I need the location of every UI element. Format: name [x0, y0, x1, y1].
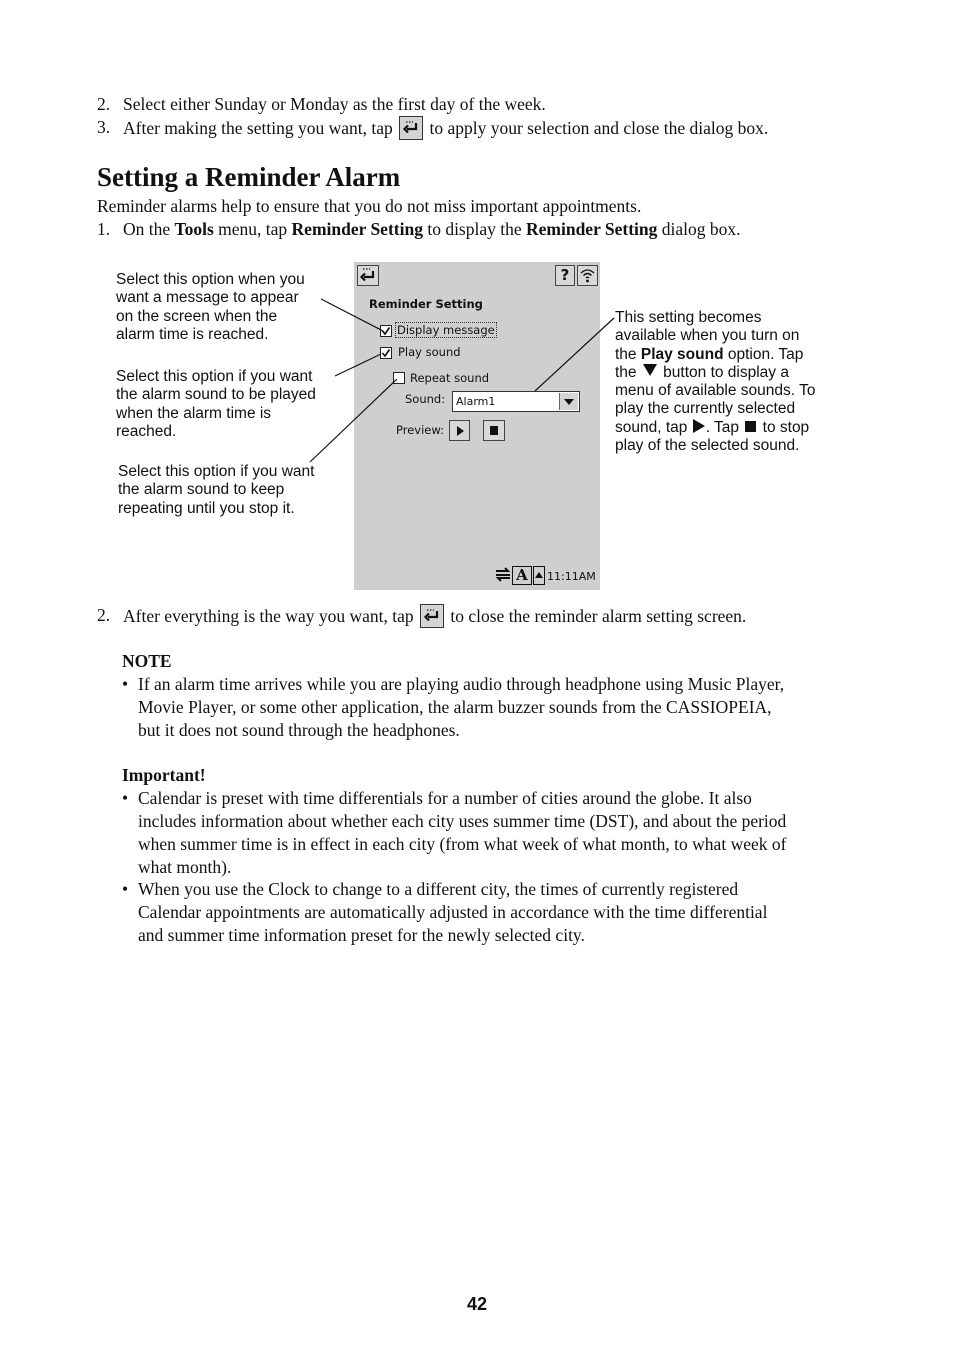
step-text: On the Tools menu, tap Reminder Setting to display the Reminder Setting dialog box.	[123, 219, 741, 239]
preview-label: Preview:	[396, 423, 445, 437]
section-intro: Reminder alarms help to ensure that you do not miss important appointments.	[97, 196, 642, 216]
bullet: •	[122, 879, 129, 899]
step-text-after: to apply your selection and close the dialog box.	[429, 118, 769, 138]
display-message-label[interactable]: Display message	[397, 323, 495, 337]
step-text-before: After making the setting you want, tap	[123, 118, 393, 138]
callout-repeat-sound: Select this option if you want the alarm sound to keep repeating until you stop it.	[118, 463, 315, 517]
sound-select-value: Alarm1	[456, 395, 496, 408]
dialog-title: Reminder Setting	[369, 297, 483, 311]
ok-close-icon	[420, 604, 444, 628]
bullet: •	[122, 674, 129, 694]
repeat-sound-label[interactable]: Repeat sound	[410, 371, 490, 385]
note-heading: NOTE	[122, 651, 172, 671]
page-number: 42	[466, 1294, 488, 1314]
ime-indicator[interactable]: A	[512, 566, 532, 585]
callout-sound-setting: This setting becomes available when you turn on the Play sound option. Tap the button to display a menu of available sounds. To play the currently selected sound, tap . Tap to stop play of the selected sound.	[615, 309, 816, 455]
leader-line-repeat-sound	[310, 379, 397, 462]
important-item: Calendar is preset with time differentials for a number of cities around the globe. It also includes information about whether each city uses summer time (DST), and about the period when summer time is in effect in each city (from what week of what month, to what week of what month).	[138, 788, 787, 877]
leader-line-sound-setting	[535, 318, 614, 391]
step-number: 1.	[97, 219, 111, 239]
step-text: After everything is the way you want, tap to close the reminder alarm setting screen.	[123, 606, 747, 626]
step-number: 2.	[97, 94, 111, 114]
important-heading: Important!	[122, 765, 206, 785]
note-item: If an alarm time arrives while you are playing audio through headphone using Music Player, Movie Player, or some other application, the alarm buzzer sounds from the CASSIOPEIA, but it does not sound through the headphones.	[138, 674, 785, 740]
callout-play-sound: Select this option if you want the alarm sound to be played when the alarm time is reached.	[116, 368, 316, 440]
status-clock: 11:11AM	[547, 570, 596, 583]
section-title: Setting a Reminder Alarm	[97, 162, 401, 192]
play-sound-label[interactable]: Play sound	[398, 345, 461, 359]
important-item: When you use the Clock to change to a different city, the times of currently registered Calendar appointments are automatically adjusted in accordance with the time differential and summer time information preset for the newly selected city.	[138, 879, 768, 945]
leader-line-display-message	[321, 299, 383, 331]
step-number: 2.	[97, 605, 111, 625]
bullet: •	[122, 788, 129, 808]
step-text: Select either Sunday or Monday as the first day of the week.	[123, 94, 546, 114]
help-button[interactable]: ?	[555, 265, 575, 286]
step-number: 3.	[97, 117, 111, 137]
callout-display-message: Select this option when you want a message to appear on the screen when the alarm time is reached.	[116, 271, 305, 343]
callout-leader-lines	[0, 0, 954, 600]
leader-line-play-sound	[335, 354, 381, 376]
sound-label: Sound:	[405, 392, 446, 406]
